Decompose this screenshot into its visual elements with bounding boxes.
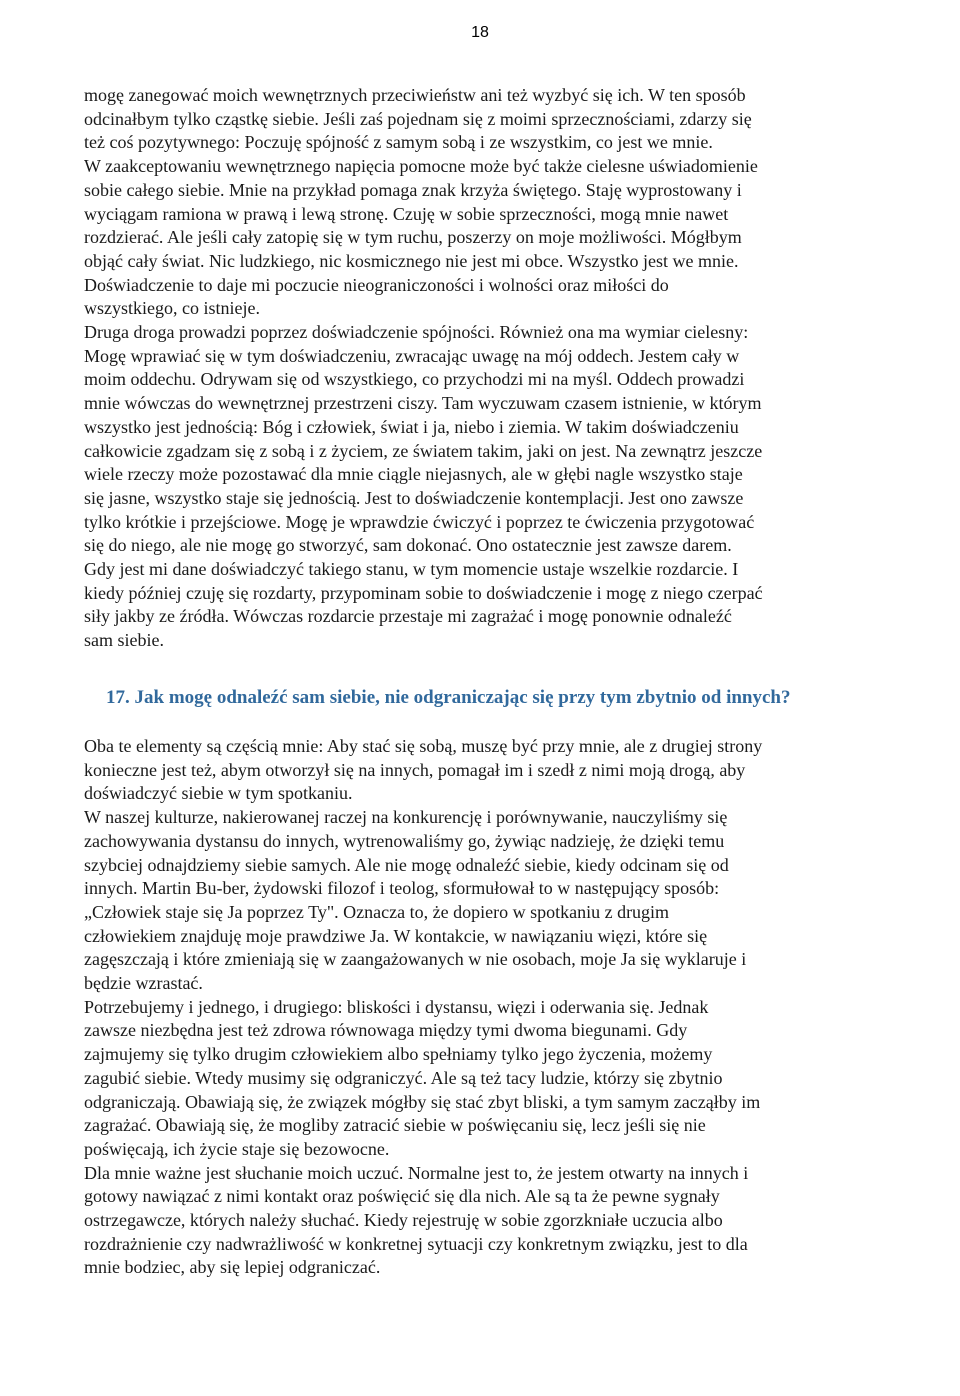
section-heading: 17. Jak mogę odnaleźć sam siebie, nie odgraniczając się przy tym zbytnio od innych? [106,687,791,708]
text-line: siły jakby ze źródła. Wówczas rozdarcie przestaje mi zagrażać i mogę ponownie odnaleźć [84,606,732,627]
text-line: zagubić siebie. Wtedy musimy się odgraniczyć. Ale są też tacy ludzie, którzy się zbytnio [84,1067,723,1088]
text-line: sobie całego siebie. Mnie na przykład pomaga znak krzyża świętego. Staję wyprostowany i [84,179,742,200]
text-line: Doświadczenie to daje mi poczucie nieograniczoności i wolności oraz miłości do [84,274,669,295]
text-line: kiedy później czuję się rozdarty, przypominam sobie to doświadczenie i mogę z niego czerpać [84,582,763,603]
text-line: poświęcają, ich życie staje się bezowocne. [84,1138,390,1159]
text-line: konieczne jest też, abym otworzył się na innych, pomagał im i szedł z nimi moją drogą, aby [84,759,746,780]
paragraph [84,996,884,1162]
paragraph [84,735,884,806]
paragraph [84,84,884,155]
text-line: mogę zanegować moich wewnętrznych przeciwieństw ani też wyzbyć się ich. W ten sposób [84,85,746,105]
text-line: rozdrażnienie czy nadwrażliwość w konkretnej sytuacji czy konkretnym związku, jest to dla [84,1233,748,1254]
text-line: sam siebie. [84,630,164,651]
text-line: mnie wówczas do wewnętrznej przestrzeni ciszy. Tam wyczuwam czasem istnienie, w którym [84,393,762,414]
text-line: zagrażać. Obawiają się, że mogliby zatracić siebie w poświęcaniu się, lecz jeśli się nie [84,1115,706,1136]
text-line: szybciej odnajdziemy siebie samych. Ale nie mogę odnaleźć siebie, kiedy odcinam się od [84,854,729,875]
text-line: się do niego, ale nie mogę go stworzyć, sam dokonać. Ono ostatecznie jest zawsze darem. [84,535,732,556]
text-line: wiele rzeczy może pozostawać dla mnie ciągle niejasnych, ale w głębi nagle wszystko staje [84,464,743,485]
text-line: wszystkiego, co istnieje. [84,298,260,319]
text-line: moim oddechu. Odrywam się od wszystkiego, co przychodzi mi na myśl. Oddech prowadzi [84,369,745,390]
text-line: człowiekiem znajduję moje prawdziwe Ja. W kontakcie, w nawiązaniu więzi, które się [84,925,708,946]
paragraph [84,321,884,653]
text-line: wszystko jest jednością: Bóg i człowiek, świat i ja, niebo i ziemia. W takim doświadczeniu [84,416,739,437]
text-line: tylko krótkie i przejściowe. Mogę je wprawdzie ćwiczyć i poprzez te ćwiczenia przygotować [84,511,755,532]
text-line: zagęszczają i które zmieniają się w zaangażowanych w nie osobach, moje Ja się wyklaruje i [84,949,747,970]
text-line: Potrzebujemy i jednego, i drugiego: bliskości i dystansu, więzi i oderwania się. Jednak [84,996,709,1017]
text-line: Mogę wprawiać się w tym doświadczeniu, zwracając uwagę na mój oddech. Jestem cały w [84,345,740,366]
text-line: wyciągam ramiona w prawą i lewą stronę. Czuję w sobie sprzeczności, mogą mnie nawet [84,203,729,224]
text-line: innych. Martin Bu-ber, żydowski filozof i teolog, sformułował to w następujący sposób: [84,878,720,899]
text-line: rozdzierać. Ale jeśli cały zatopię się w tym ruchu, poszerzy on moje możliwości. Mógłbym [84,227,742,248]
section-2-text [84,735,884,1280]
paragraph [84,155,884,321]
text-line: zawsze niezbędna jest też zdrowa równowaga między tymi dwoma biegunami. Gdy [84,1020,688,1041]
text-line: objąć cały świat. Nic ludzkiego, nic kosmicznego nie jest mi obce. Wszystko jest we mnie. [84,250,739,271]
text-line: Druga droga prowadzi poprzez doświadczenie spójności. Również ona ma wymiar cielesny: [84,322,749,343]
paragraph [84,1162,884,1281]
text-line: gotowy nawiązać z nimi kontakt oraz poświęcić się dla nich. Ale są ta że pewne sygnały [84,1186,720,1207]
text-line: się jasne, wszystko staje się jednością. Jest to doświadczenie kontemplacji. Jest ono zawsze [84,487,744,508]
text-line: W zaakceptowaniu wewnętrznego napięcia pomocne może być także cielesne uświadomienie [84,156,758,177]
text-line: Oba te elementy są częścią mnie: Aby stać się sobą, muszę być przy mnie, ale z drugiej strony [84,736,763,756]
text-line: Gdy jest mi dane doświadczyć takiego stanu, w tym momencie ustaje wszelkie rozdarcie. I [84,559,739,580]
text-line: Dla mnie ważne jest słuchanie moich uczuć. Normalne jest to, że jestem otwarty na innych i [84,1162,749,1183]
page-number: 18 [471,24,489,41]
text-line: „Człowiek staje się Ja poprzez Ty". Oznacza to, że dopiero w spotkaniu z drugim [84,901,670,922]
text-line: ostrzegawcze, których należy słuchać. Kiedy rejestruję w sobie zgorzkniałe uczucia albo [84,1210,723,1231]
paragraph [84,806,884,996]
text-line: zajmujemy się tylko drugim człowiekiem albo spełniamy tylko jego życzenia, możemy [84,1044,713,1065]
text-line: będzie wzrastać. [84,973,203,994]
text-line: W naszej kulturze, nakierowanej raczej na konkurencję i porównywanie, nauczyliśmy się [84,807,728,828]
section-1-text [84,84,884,653]
text-line: całkowicie zgadzam się z sobą i z życiem, ze światem takim, jaki on jest. Na zewnątrz jeszcze [84,440,763,461]
text-line: mnie bodziec, aby się lepiej odgraniczać. [84,1257,381,1278]
text-line: zachowywania dystansu do innych, wytrenowaliśmy go, żywiąc nadzieję, że dzięki temu [84,830,725,851]
text-line: odcinałbym tylko cząstkę siebie. Jeśli zaś pojednam się z moimi sprzecznościami, zdarzy się [84,108,752,129]
text-line: też coś pozytywnego: Poczuję spójność z samym sobą i ze wszystkim, co jest we mnie. [84,132,713,153]
text-line: odgraniczają. Obawiają się, że związek mógłby się stać zbyt bliski, a tym samym zacząłby im [84,1091,761,1112]
text-line: doświadczyć siebie w tym spotkaniu. [84,783,353,804]
